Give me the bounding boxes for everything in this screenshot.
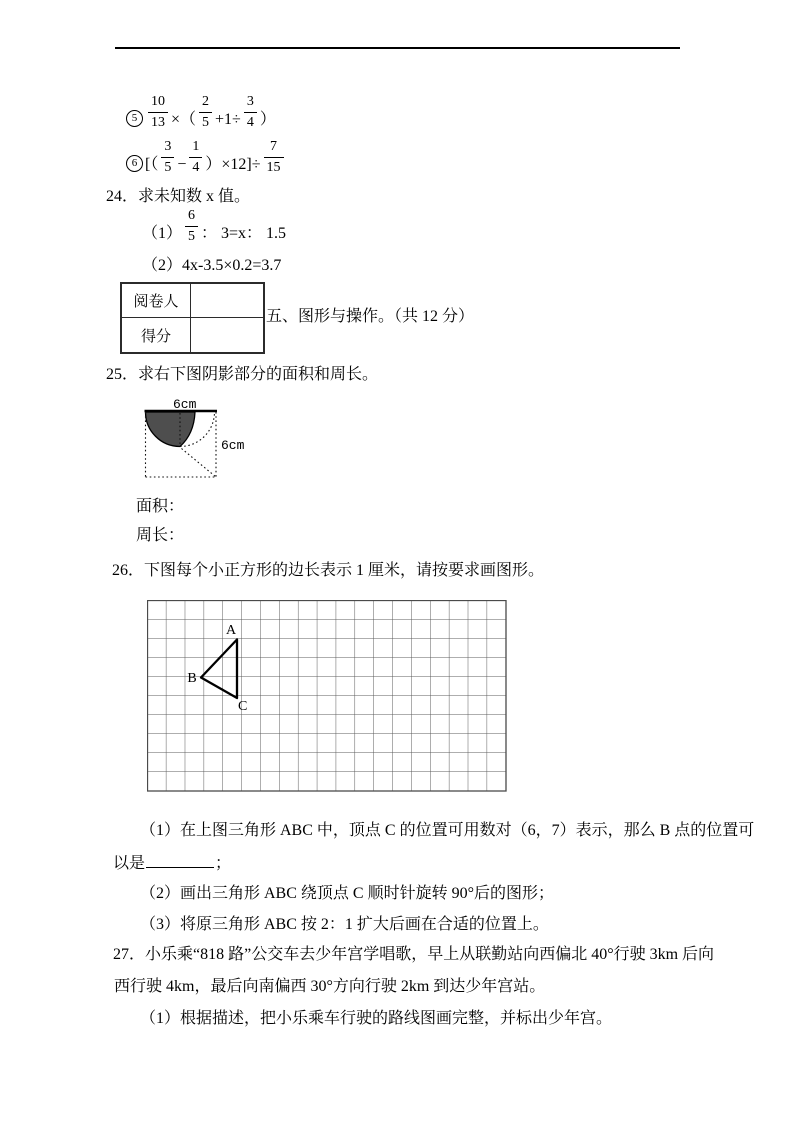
q24-title: 24．求未知数 x 值。 [106,188,251,205]
vertex-label-b: B [187,671,197,686]
score-table-score-label: 得分 [122,318,191,352]
fraction-3-5 [161,140,174,175]
q24-item2: （2）4x-3.5×0.2=3.7 [142,257,282,274]
q27-line1: 27．小乐乘“818 路”公交车去少年宫学唱歌，早上从联勤站向西偏北 40°行驶 3km 后向 [113,946,715,963]
fraction-10-13 [148,95,168,130]
vertex-label-c: C [238,699,248,714]
score-table-score-value [191,318,263,352]
fraction-numerator: 7 [270,139,278,154]
operator-text: +1÷ [215,111,241,128]
diagonal-dotted [182,449,217,478]
circled-number-6: 6 [126,155,143,172]
blank-suffix-text: ； [215,855,232,872]
answer-blank [146,852,214,868]
dimension-label-right: 6cm [221,438,245,453]
fraction-numerator: 3 [164,139,172,154]
minus-operator: − [177,156,187,173]
grid-fill [148,601,507,792]
fraction-denominator: 13 [148,112,168,130]
top-divider-line [115,47,680,49]
q26-item1-line2 [113,852,231,874]
score-table [120,282,265,354]
fraction-numerator: 1 [192,139,200,154]
drawing-grid [147,600,507,792]
blank-prefix-text: 以是 [113,855,146,872]
fraction-3-4 [244,95,257,130]
fraction-numerator: 6 [188,208,196,223]
fraction-numerator: 2 [202,94,210,109]
closing-paren: ） [259,111,276,128]
fraction-6-5 [185,209,198,244]
score-table-reviewer-value [191,284,263,318]
fraction-denominator: 15 [264,157,284,175]
section5-heading: 五、图形与操作。（共 12 分） [266,308,475,325]
vertex-label-a: A [225,623,237,638]
fraction-denominator: 5 [199,112,212,130]
perimeter-label: 周长： [136,527,185,544]
fraction-1-4 [189,140,202,175]
fraction-denominator: 5 [161,157,174,175]
q26-title: 26．下图每个小正方形的边长表示 1 厘米，请按要求画图形。 [112,562,545,579]
fraction-numerator: 10 [151,94,165,109]
q27-item1: （1）根据描述，把小乐乘车行驶的路线图画完整，并标出少年宫。 [140,1010,613,1027]
circled-number-5: 5 [126,110,143,127]
q26-item3: （3）将原三角形 ABC 按 2：1 扩大后画在合适的位置上。 [140,916,549,933]
q26-item2: （2）画出三角形 ABC 绕顶点 C 顺时针旋转 90°后的图形； [140,885,554,902]
operator-text: ）×12]÷ [205,156,261,173]
fraction-denominator: 4 [189,157,202,175]
fraction-7-15 [264,140,284,175]
expression-6 [126,140,287,175]
operator-text: ×（ [171,111,197,128]
fraction-numerator: 3 [246,94,254,109]
dimension-label-top: 6cm [173,397,197,412]
shaded-region-shape [146,412,196,447]
fraction-denominator: 5 [185,226,198,244]
item-number: （1） [142,225,183,242]
score-table-reviewer-label: 阅卷人 [122,284,191,318]
fraction-2-5 [199,95,212,130]
area-label: 面积： [136,498,185,515]
shaded-figure [133,393,268,495]
q24-item1 [142,209,286,244]
expression-5 [126,95,276,130]
q25-title: 25．求右下图阴影部分的面积和周长。 [106,366,379,383]
equation-text: ： 3=x： 1.5 [201,225,287,242]
opening-brackets: [（ [145,156,159,173]
q26-item1-line1: （1）在上图三角形 ABC 中，顶点 C 的位置可用数对（6，7）表示，那么 B 点的位置可 [140,822,755,839]
q27-line2: 西行驶 4km，最后向南偏西 30°方向行驶 2km 到达少年宫站。 [114,978,546,995]
fraction-denominator: 4 [244,112,257,130]
